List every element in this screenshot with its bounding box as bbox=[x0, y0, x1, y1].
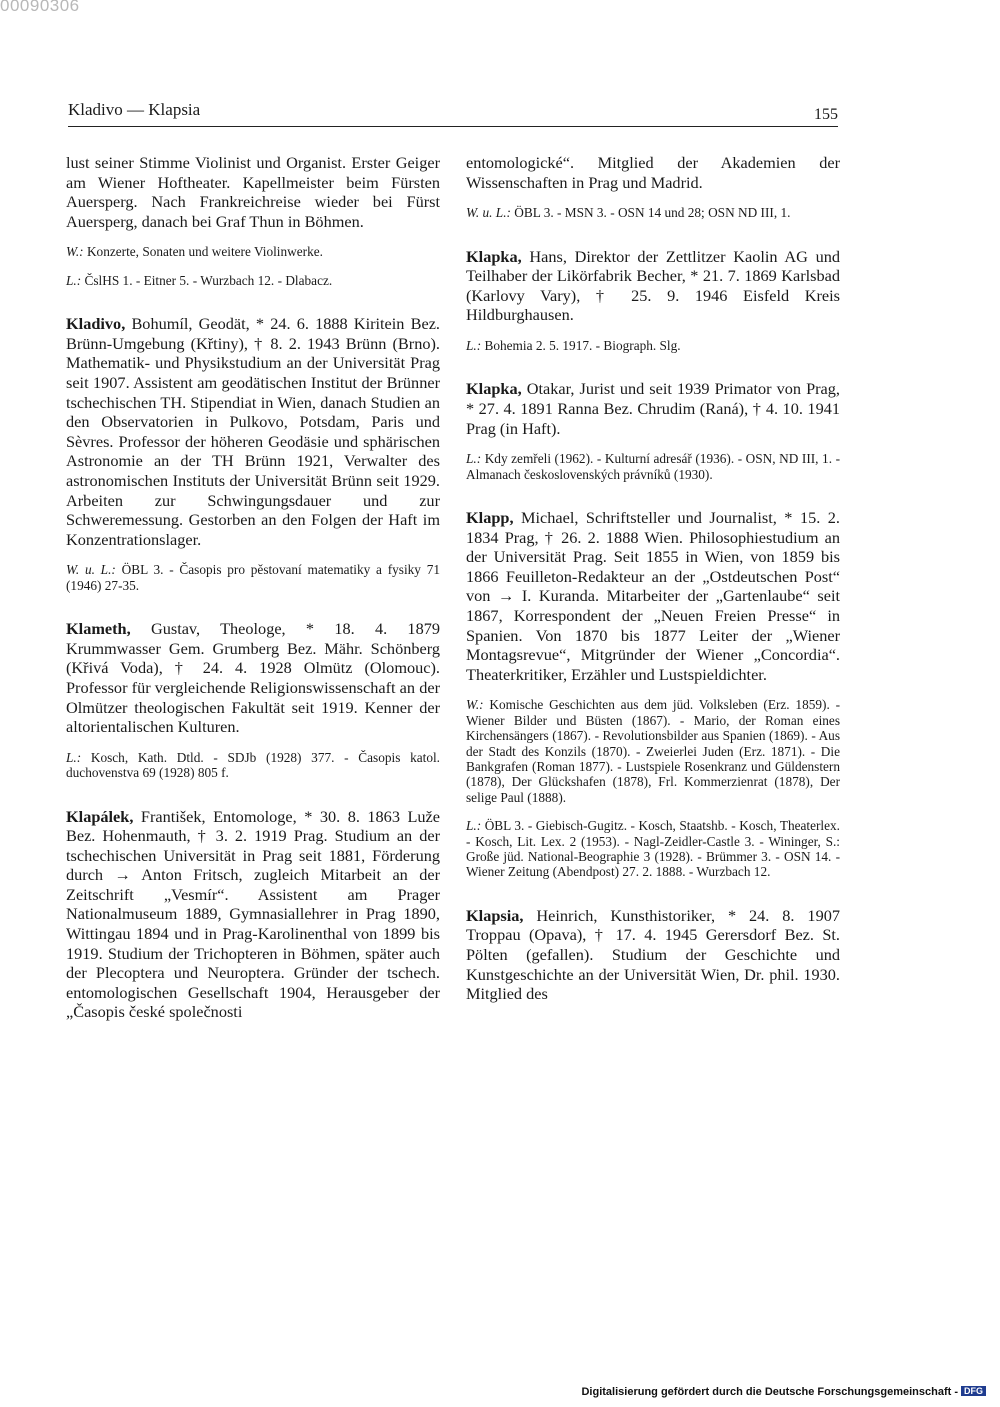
entry-kladivo: Kladivo, Bohumíl, Geodät, * 24. 6. 1888 Kiritein Bez. Brünn-Umgebung (Křtiny), † 8. 2. 1943 Brünn (Brno). Mathematik- und Physikstudium an der Universität Prag seit 1907. Assistent am geodätischen Institut der Brünner tschechischen TH. Stipendiat in Wien, danach Studien an den Observatorien in Pulkovo, Potsdam, Paris und Sèvres. Professor der höheren Geodäsie und sphärischen Astronomie an der TH Brünn 1921, Verwalter des astronomischen Instituts der Universität Brünn seit 1929. Arbeiten zur Schwingungsdauer und zur Schweremessung. Gestorben an den Folgen der Haft im Konzentrationslager. bbox=[66, 314, 440, 549]
reference-klapalek: W. u. L.: ÖBL 3. - MSN 3. - OSN 14 und 28; OSN ND III, 1. bbox=[466, 205, 791, 221]
headword-klapalek: Klapálek, bbox=[66, 806, 134, 826]
entry-klapalek: Klapálek, František, Entomologe, * 30. 8. 1863 Luže Bez. Hohenmauth, † 3. 2. 1919 Prag. Studium an der tschechischen Universität in Prag seit 1881, Förderung durch → Anton Fritsch, zugleich Mitarbeit an der Zeitschrift „Vesmír“. Assistent am Prager Nationalmuseum 1889, Gymnasiallehrer in Prag 1890, Wittingau 1894 und in Prag-Karolinenthal von 1899 bis 1919. Studium der Trichopteren in Böhmen, später auch der Plecoptera und Neuroptera. Gründer der tschech. entomologischen Gesellschaft 1904, Herausgeber der „Časopis české společnosti bbox=[66, 806, 440, 1022]
reference-klameth: L.: Kosch, Kath. Dtld. - SDJb (1928) 377. - Časopis katol. duchovenstva 69 (1928) 805 f. bbox=[66, 749, 440, 781]
right-column bbox=[466, 153, 840, 1004]
page-number: 155 bbox=[814, 106, 838, 123]
left-column bbox=[66, 153, 440, 1022]
works-reference-klapp: W.: Komische Geschichten aus dem jüd. Volksleben (Erz. 1859). - Wiener Bilder und Büsten (1867). - Mario, der Roman eines Kirchensängers (1867). - Revolutionsbilder aus Spanien (1869). - Aus der Stadt des Konzils (1870). - Zweierlei Juden (Erz. 1871). - Die Bankgrafen (Roman 1877). - Lustspiele Rosenkranz und Güldenstern (1878), Der Glückshafen (1878), Frl. Kommerzienrat (1878), Der selige Paul (1888). bbox=[466, 697, 841, 805]
reference-klapka-otakar: L.: Kdy zemřeli (1962). - Kulturní adresář (1936). - OSN, ND III, 1. - Almanach československých právníků (1930). bbox=[466, 451, 840, 482]
entry-klapsia: Klapsia, Heinrich, Kunsthistoriker, * 24. 8. 1907 Troppau (Opava), † 17. 4. 1945 Gerersdorf Bez. St. Pölten (gefallen). Studium der Geschichte und Kunstgeschichte an der Universität Wien, Dr. phil. 1930. Mitglied des bbox=[466, 905, 840, 1004]
footer-text: Digitalisierung gefördert durch die Deutsche Forschungsgemeinschaft - bbox=[581, 1386, 958, 1398]
reference-kladivo: W. u. L.: ÖBL 3. - Časopis pro pěstovaní matematiky a fysiky 71 (1946) 27-35. bbox=[66, 562, 440, 593]
running-header bbox=[68, 100, 838, 127]
headword-klapka-hans: Klapka, bbox=[466, 246, 522, 266]
digitization-footer bbox=[581, 1386, 986, 1398]
headword-klapka-otakar: Klapka, bbox=[466, 379, 522, 399]
entry-klapp: Klapp, Michael, Schriftsteller und Journalist, * 15. 2. 1834 Prag, † 26. 2. 1888 Wien. Philosophiestudium an der Universität Prag. Seit 1855 in Wien, von 1859 bis 1866 Feuilleton-Redakteur an der „Ostdeutschen Post“ von → I. Kuranda. Mitarbeiter der „Gartenlaube“ seit 1867, Korrespondent der „Neuen Freien Presse“ in Spanien. Von 1870 bis 1877 Leiter der „Wiener Montagsrevue“, Mitgründer der Wiener „Concordia“. Theaterkritiker, Erzähler und Lustspieldichter. bbox=[466, 507, 840, 684]
reference-klapka-hans: L.: Bohemia 2. 5. 1917. - Biograph. Slg. bbox=[466, 337, 681, 353]
entry-klapka-hans: Klapka, Hans, Direktor der Zettlitzer Kaolin AG und Teilhaber der Likörfabrik Becher, * 21. 7. 1869 Karlsbad (Karlovy Vary), † 25. 9. 1946 Eisfeld Kreis Hildburghausen. bbox=[466, 246, 840, 325]
works-reference: W.: Konzerte, Sonaten und weitere Violinwerke. bbox=[66, 244, 323, 260]
literature-reference: L.: ČslHS 1. - Eitner 5. - Wurzbach 12. - Dlabacz. bbox=[66, 272, 333, 288]
headword-klameth: Klameth, bbox=[66, 619, 131, 639]
header-title: Kladivo — Klapsia bbox=[68, 100, 201, 119]
headword-klapsia: Klapsia, bbox=[466, 905, 524, 925]
headword-kladivo: Kladivo, bbox=[66, 314, 126, 334]
entry-klapka-otakar: Klapka, Otakar, Jurist und seit 1939 Primator von Prag, * 27. 4. 1891 Ranna Bez. Chrudim (Raná), † 4. 10. 1941 Prag (in Haft). bbox=[466, 379, 840, 438]
literature-reference-klapp: L.: ÖBL 3. - Giebisch-Gugitz. - Kosch, Staatshb. - Kosch, Theaterlex. - Kosch, Lit. Lex. 2 (1953). - Nagl-Zeidler-Castle 3. - Wininger, S.: Große jüd. National-Beographie 3 (1928). - Brümmer 3. - OSN 14. - Wiener Zeitung (Abendpost) 27. 2. 1888. - Wurzbach 12. bbox=[466, 818, 840, 880]
headword-klapp: Klapp, bbox=[466, 507, 514, 527]
entry-klameth: Klameth, Gustav, Theologe, * 18. 4. 1879 Krummwasser Gem. Grumberg Bez. Mähr. Schönberg (Křivá Voda), † 24. 4. 1928 Olmütz (Olomouc). Professor für vergleichende Religionswissenschaft an der Olmützer theologischen Fakultät seit 1919. Kenner der altorientalischen Kulturen. bbox=[66, 619, 440, 737]
entry-klapalek-continuation: entomologické“. Mitglied der Akademien der Wissenschaften in Prag und Madrid. bbox=[466, 153, 840, 192]
dfg-logo: DFG bbox=[961, 1386, 986, 1396]
entry-continuation-text: lust seiner Stimme Violinist und Organist. Erster Geiger am Wiener Hoftheater. Kapellmeister beim Fürsten Auersperg. Nach Frankreichreise wieder bei Fürst Auersperg, danach bei Graf Thun in Böhmen. bbox=[66, 153, 440, 231]
scan-id-stamp: 00090306 bbox=[0, 0, 80, 15]
